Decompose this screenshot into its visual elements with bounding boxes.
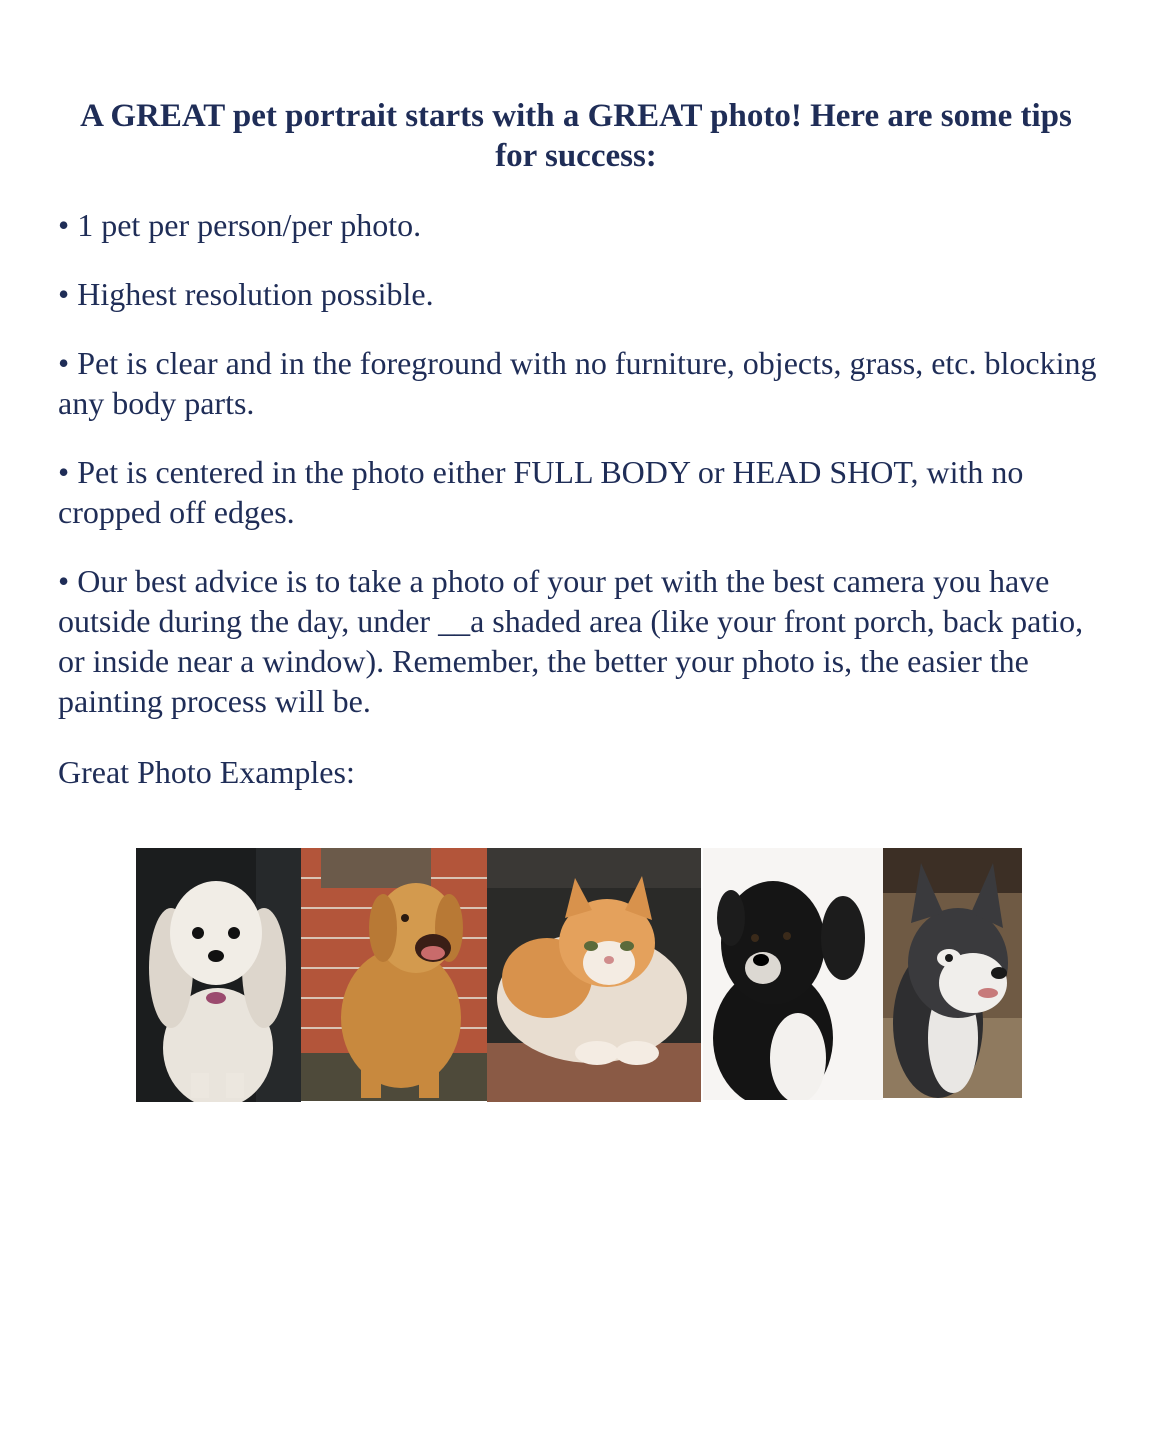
black-white-dog-photo [703,848,883,1100]
photo-examples-gallery [136,848,1022,1102]
tip-item: • Pet is centered in the photo either FULL BODY or HEAD SHOT, with no cropped off edges. [58,454,1024,530]
examples-label: Great Photo Examples: [58,754,355,790]
white-maltese-dog-photo [136,848,301,1102]
golden-retriever-puppy-photo [301,848,487,1101]
tip-item: • Our best advice is to take a photo of your pet with the best camera you have outside during the day, under __a shaded area (like your front porch, back patio, or inside near a window). Remember, the better your photo is, the easier the painting process will be. [58,563,1084,719]
tip-item: • Highest resolution possible. [58,276,434,312]
husky-dog-photo [883,848,1022,1098]
tips-list [58,205,1108,750]
tip-item: • Pet is clear and in the foreground with no furniture, objects, grass, etc. blocking any body parts. [58,345,1097,421]
tip-item: • 1 pet per person/per photo. [58,207,422,243]
orange-white-cat-photo [487,848,701,1102]
page-title: A GREAT pet portrait starts with a GREAT photo! Here are some tips for success: [80,98,1072,174]
